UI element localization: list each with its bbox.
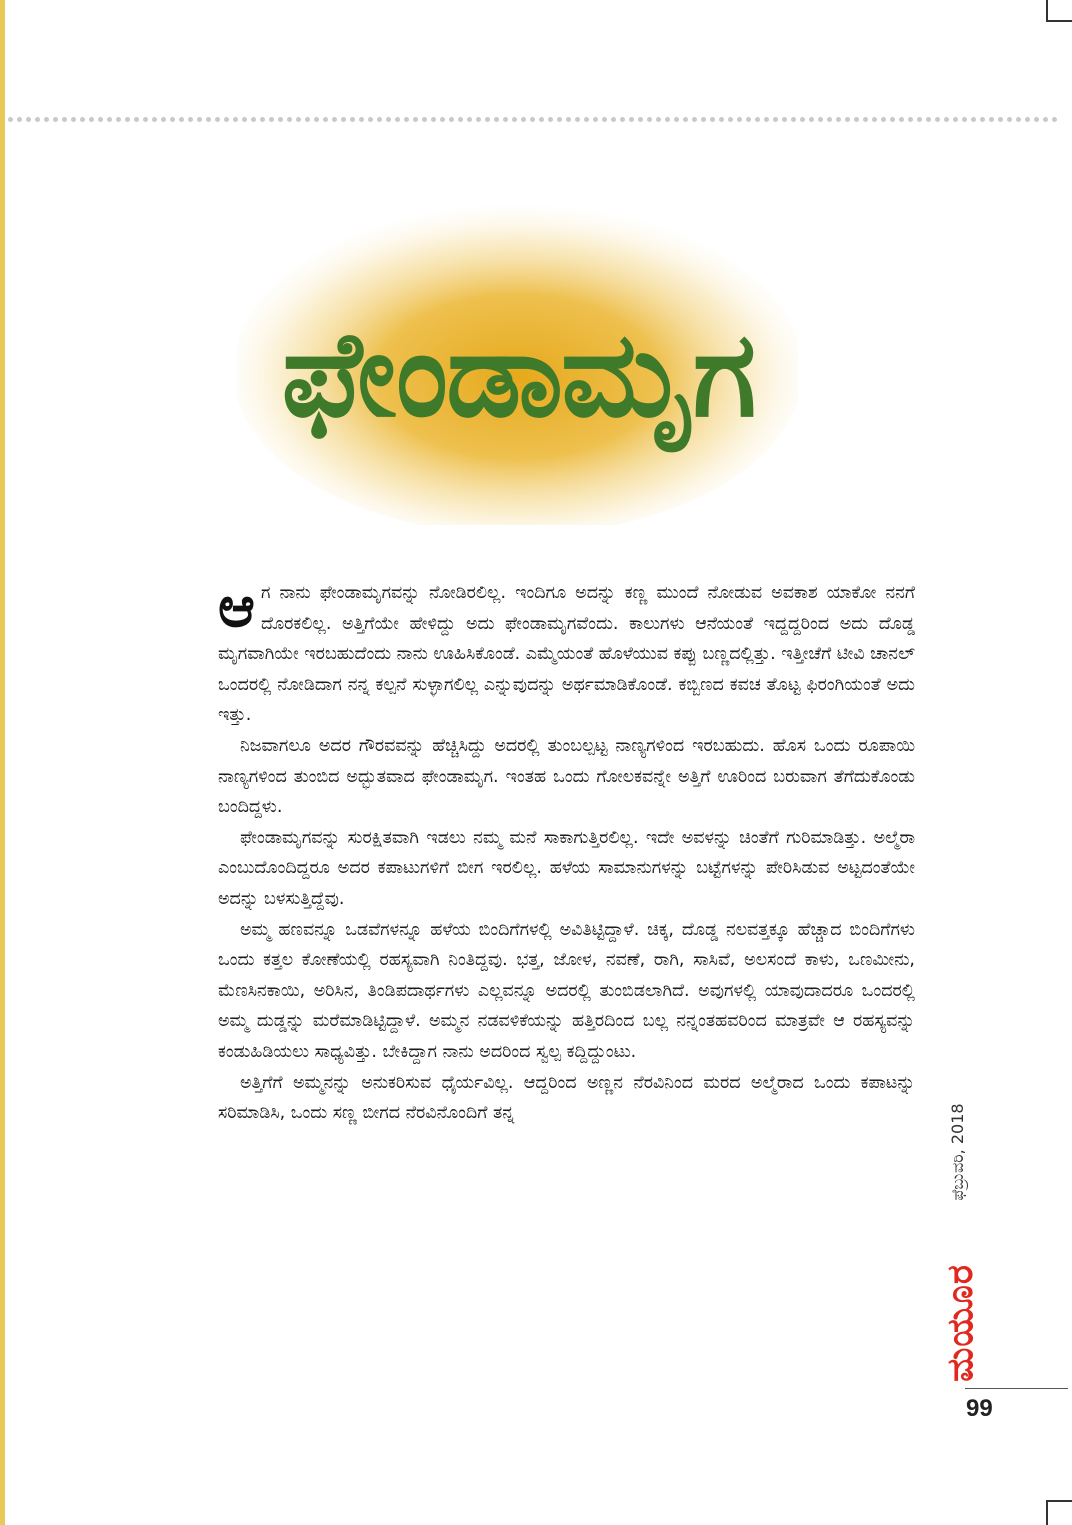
separator-dot — [26, 117, 31, 122]
separator-dot — [152, 117, 157, 122]
separator-dot — [926, 117, 931, 122]
separator-dot — [917, 117, 922, 122]
separator-dot — [458, 117, 463, 122]
separator-dot — [386, 117, 391, 122]
separator-dot — [602, 117, 607, 122]
separator-dot — [413, 117, 418, 122]
separator-dot — [620, 117, 625, 122]
separator-dot — [233, 117, 238, 122]
separator-dot — [17, 117, 22, 122]
separator-dot — [98, 117, 103, 122]
separator-dot — [35, 117, 40, 122]
left-margin-rule — [0, 0, 5, 1525]
separator-dot — [638, 117, 643, 122]
separator-dot — [962, 117, 967, 122]
separator-dot — [764, 117, 769, 122]
separator-dot — [269, 117, 274, 122]
separator-dot — [170, 117, 175, 122]
article-paragraph: ನಿಜವಾಗಲೂ ಅದರ ಗೌರವವನ್ನು ಹೆಚ್ಚಿಸಿದ್ದು ಅದರಲ್ಲಿ ತುಂಬಲ್ಪಟ್ಟ ನಾಣ್ಯಗಳಿಂದ ಇರಬಹುದು. ಹೊಸ ಒಂದು ರೂಪಾಯಿ ನಾಣ್ಯಗಳಿಂದ ತುಂಬಿದ ಅದ್ಭುತವಾದ ಫೇಂಡಾಮೃಗ. ಇಂತಹ ಒಂದು ಗೋಲಕವನ್ನೇ ಅತ್ತಿಗೆ ಊರಿಂದ ಬರುವಾಗ ತೆಗೆದುಕೊಂಡು ಬಂದಿದ್ದಳು. — [218, 735, 915, 818]
separator-dot — [800, 117, 805, 122]
separator-dot — [989, 117, 994, 122]
separator-dot — [485, 117, 490, 122]
separator-dot — [224, 117, 229, 122]
separator-dot — [188, 117, 193, 122]
separator-dot — [773, 117, 778, 122]
separator-dot — [359, 117, 364, 122]
separator-dot — [584, 117, 589, 122]
separator-dot — [53, 117, 58, 122]
separator-dot — [1025, 117, 1030, 122]
separator-dot — [197, 117, 202, 122]
paragraph-text: ಗ ನಾನು ಫೇಂಡಾಮೃಗವನ್ನು ನೋಡಿರಲಿಲ್ಲ. ಇಂದಿಗೂ ಅದನ್ನು ಕಣ್ಣ ಮುಂದೆ ನೋಡುವ ಅವಕಾಶ ಯಾಕೋ ನನಗೆ ದೊರಕಲಿಲ್ಲ. ಅತ್ತಿಗೆಯೇ ಹೇಳಿದ್ದು ಅದು ಫೇಂಡಾಮೃಗವೆಂದು. ಕಾಲುಗಳು ಆನೆಯಂತೆ ಇದ್ದದ್ದರಿಂದ ಅದು ದೊಡ್ಡ ಮೃಗವಾಗಿಯೇ ಇರಬಹುದೆಂದು ನಾನು ಊಹಿಸಿಕೊಂಡೆ. ಎಮ್ಮೆಯಂತೆ ಹೊಳೆಯುವ ಕಪ್ಪು ಬಣ್ಣದಲ್ಲಿತ್ತು. ಇತ್ತೀಚೆಗೆ ಟೀವಿ ಚಾನಲ್ ಒಂದರಲ್ಲಿ ನೋಡಿದಾಗ ನನ್ನ ಕಲ್ಪನೆ ಸುಳ್ಳಾಗಲಿಲ್ಲ ಎನ್ನುವುದನ್ನು ಅರ್ಥಮಾಡಿಕೊಂಡೆ. ಕಬ್ಬಿಣದ ಕವಚ ತೊಟ್ಟ ಫಿರಂಗಿಯಂತೆ ಅದು ಇತ್ತು. — [218, 583, 915, 726]
separator-dot — [134, 117, 139, 122]
separator-dot — [242, 117, 247, 122]
separator-dot — [890, 117, 895, 122]
separator-dot — [332, 117, 337, 122]
separator-dot — [953, 117, 958, 122]
separator-dot — [674, 117, 679, 122]
separator-dot — [179, 117, 184, 122]
title-text: ಫೇಂಡಾಮೃಗ — [281, 305, 755, 443]
article-paragraph: ಅಮ್ಮ ಹಣವನ್ನೂ ಒಡವೆಗಳನ್ನೂ ಹಳೆಯ ಬಿಂದಿಗೆಗಳಲ್ಲಿ ಅವಿತಿಟ್ಟಿದ್ದಾಳೆ. ಚಿಕ್ಕ, ದೊಡ್ಡ ನಲವತ್ತಕ್ಕೂ ಹೆಚ್ಚಾದ ಬಿಂದಿಗೆಗಳು ಒಂದು ಕತ್ತಲ ಕೋಣೆಯಲ್ಲಿ ರಹಸ್ಯವಾಗಿ ನಿಂತಿದ್ದವು. ಭತ್ತ, ಜೋಳ, ನವಣೆ, ರಾಗಿ, ಸಾಸಿವೆ, ಅಲಸಂದೆ ಕಾಳು, ಒಣಮೀನು, ಮೆಣಸಿನಕಾಯಿ, ಅರಿಸಿನ, ತಿಂಡಿಪದಾರ್ಥಗಳು ಎಲ್ಲವನ್ನೂ ಅದರಲ್ಲಿ ತುಂಬಿಡಲಾಗಿದೆ. ಅವುಗಳಲ್ಲಿ ಯಾವುದಾದರೂ ಒಂದರಲ್ಲಿ ಅಮ್ಮ ದುಡ್ಡನ್ನು ಮರೆಮಾಡಿಟ್ಟಿದ್ದಾಳೆ. ಅಮ್ಮನ ನಡವಳಿಕೆಯನ್ನು ಹತ್ತಿರದಿಂದ ಬಲ್ಲ ನನ್ನಂತಹವರಿಂದ ಮಾತ್ರವೇ ಆ ರಹಸ್ಯವನ್ನು ಕಂಡುಹಿಡಿಯಲು ಸಾಧ್ಯವಿತ್ತು. ಬೇಕಿದ್ದಾಗ ನಾನು ಅದರಿಂದ ಸ್ವಲ್ಪ ಕದ್ದಿದ್ದುಂಟು. — [218, 919, 915, 1062]
separator-dot — [737, 117, 742, 122]
separator-dot — [908, 117, 913, 122]
title-artwork — [238, 205, 798, 525]
separator-dot — [116, 117, 121, 122]
separator-dot — [314, 117, 319, 122]
separator-dot — [692, 117, 697, 122]
separator-dot — [854, 117, 859, 122]
dotted-separator — [8, 117, 1068, 125]
separator-dot — [89, 117, 94, 122]
separator-dot — [710, 117, 715, 122]
separator-dot — [539, 117, 544, 122]
separator-dot — [449, 117, 454, 122]
separator-dot — [944, 117, 949, 122]
drop-cap: ಆ — [218, 575, 255, 640]
separator-dot — [1052, 117, 1057, 122]
article-body — [218, 575, 915, 1129]
separator-dot — [476, 117, 481, 122]
separator-dot — [1016, 117, 1021, 122]
separator-dot — [161, 117, 166, 122]
separator-dot — [593, 117, 598, 122]
separator-dot — [809, 117, 814, 122]
separator-dot — [566, 117, 571, 122]
separator-dot — [980, 117, 985, 122]
separator-dot — [215, 117, 220, 122]
separator-dot — [44, 117, 49, 122]
separator-dot — [782, 117, 787, 122]
separator-dot — [647, 117, 652, 122]
separator-dot — [404, 117, 409, 122]
article-paragraph — [218, 575, 915, 731]
separator-dot — [395, 117, 400, 122]
separator-dot — [143, 117, 148, 122]
separator-dot — [341, 117, 346, 122]
separator-dot — [728, 117, 733, 122]
separator-dot — [287, 117, 292, 122]
separator-dot — [629, 117, 634, 122]
separator-dot — [494, 117, 499, 122]
title-lettering — [238, 205, 798, 525]
separator-dot — [755, 117, 760, 122]
separator-dot — [935, 117, 940, 122]
separator-dot — [836, 117, 841, 122]
separator-dot — [881, 117, 886, 122]
separator-dot — [1043, 117, 1048, 122]
separator-dot — [62, 117, 67, 122]
separator-dot — [206, 117, 211, 122]
separator-dot — [530, 117, 535, 122]
separator-dot — [80, 117, 85, 122]
separator-dot — [512, 117, 517, 122]
separator-dot — [368, 117, 373, 122]
separator-dot — [818, 117, 823, 122]
separator-dot — [422, 117, 427, 122]
separator-dot — [1007, 117, 1012, 122]
crop-mark-bottom — [1046, 1500, 1072, 1525]
separator-dot — [251, 117, 256, 122]
separator-dot — [1034, 117, 1039, 122]
separator-dot — [467, 117, 472, 122]
magazine-logo: ಮಯೂರ — [940, 1264, 981, 1382]
separator-dot — [125, 117, 130, 122]
separator-dot — [557, 117, 562, 122]
separator-dot — [8, 117, 13, 122]
separator-dot — [323, 117, 328, 122]
magazine-sidebar — [940, 1095, 1000, 1385]
crop-mark-top — [1046, 0, 1072, 22]
separator-dot — [845, 117, 850, 122]
separator-dot — [278, 117, 283, 122]
separator-dot — [350, 117, 355, 122]
separator-dot — [611, 117, 616, 122]
separator-dot — [521, 117, 526, 122]
separator-dot — [377, 117, 382, 122]
separator-dot — [305, 117, 310, 122]
page-number: 99 — [966, 1395, 993, 1422]
separator-dot — [656, 117, 661, 122]
issue-date: ಫೆಬ್ರುವರಿ, 2018 — [948, 1103, 967, 1201]
separator-dot — [998, 117, 1003, 122]
separator-dot — [431, 117, 436, 122]
separator-dot — [503, 117, 508, 122]
separator-dot — [971, 117, 976, 122]
separator-dot — [872, 117, 877, 122]
separator-dot — [260, 117, 265, 122]
separator-dot — [746, 117, 751, 122]
separator-dot — [791, 117, 796, 122]
separator-dot — [575, 117, 580, 122]
separator-dot — [107, 117, 112, 122]
article-paragraph: ಅತ್ತಿಗೆಗೆ ಅಮ್ಮನನ್ನು ಅನುಕರಿಸುವ ಧೈರ್ಯವಿಲ್ಲ. ಆದ್ದರಿಂದ ಅಣ್ಣನ ನೆರವಿನಿಂದ ಮರದ ಅಲ್ಮೆರಾದ ಒಂದು ಕಪಾಟನ್ನು ಸರಿಮಾಡಿಸಿ, ಒಂದು ಸಣ್ಣ ಬೀಗದ ನೆರವಿನೊಂದಿಗೆ ತನ್ನ — [218, 1072, 915, 1124]
separator-dot — [701, 117, 706, 122]
separator-dot — [440, 117, 445, 122]
separator-dot — [863, 117, 868, 122]
separator-dot — [683, 117, 688, 122]
article-paragraph: ಫೇಂಡಾಮೃಗವನ್ನು ಸುರಕ್ಷಿತವಾಗಿ ಇಡಲು ನಮ್ಮ ಮನೆ ಸಾಕಾಗುತ್ತಿರಲಿಲ್ಲ. ಇದೇ ಅವಳನ್ನು ಚಿಂತೆಗೆ ಗುರಿಮಾಡಿತ್ತು. ಅಲ್ಮೆರಾ ಎಂಬುದೊಂದಿದ್ದರೂ ಅದರ ಕಪಾಟುಗಳಿಗೆ ಬೀಗ ಇರಲಿಲ್ಲ. ಹಳೆಯ ಸಾಮಾನುಗಳನ್ನು ಬಟ್ಟೆಗಳನ್ನು ಪೇರಿಸಿಡುವ ಅಟ್ಟದಂತೆಯೇ ಅದನ್ನು ಬಳಸುತ್ತಿದ್ದೆವು. — [218, 827, 915, 909]
separator-dot — [899, 117, 904, 122]
separator-dot — [719, 117, 724, 122]
separator-dot — [827, 117, 832, 122]
separator-dot — [665, 117, 670, 122]
separator-dot — [296, 117, 301, 122]
separator-dot — [548, 117, 553, 122]
separator-dot — [71, 117, 76, 122]
page-number-rule — [965, 1388, 1068, 1389]
